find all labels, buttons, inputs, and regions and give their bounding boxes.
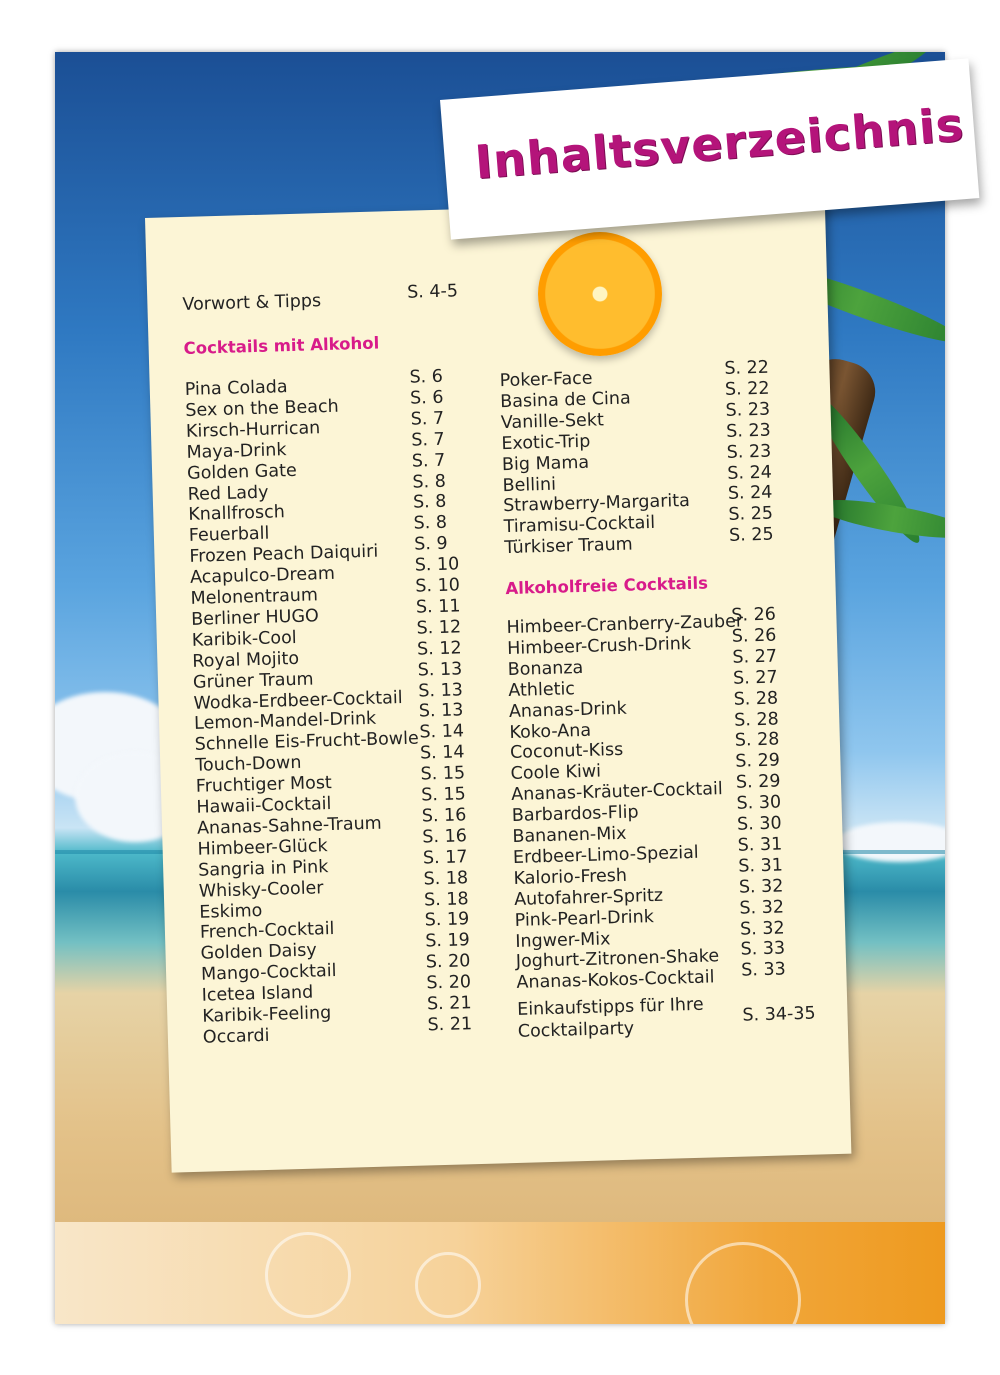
entry-page: S. 8 [412,492,447,514]
entry-title: Eskimo [199,900,263,923]
entry-page: S. 17 [422,846,468,869]
entry-page: S. 32 [739,897,785,919]
entry-page: S. 18 [423,888,469,910]
entry-title: Lemon-Mandel-Drink [193,709,377,735]
entry-title: Berliner HUGO [190,606,320,630]
entry-page: S. 16 [422,826,468,848]
entry-page: S. 19 [425,930,471,952]
entry-title: Knallfrosch [188,502,286,526]
entry-title: Hawaii-Cocktail [196,794,332,818]
entry-page: S. 4-5 [406,281,459,303]
entry-page: S. 6 [409,387,444,409]
entry-page: S. 19 [424,909,470,931]
entry-title: Karibik-Cool [191,627,297,651]
entry-page: S. 7 [411,429,445,451]
entry-page: S. 8 [412,471,447,493]
entry-page: S. 33 [740,959,787,981]
section-heading-non-alcohol: Alkoholfreie Cocktails [505,573,709,599]
entry-title: Sex on the Beach [185,396,339,421]
entry-page: S. 33 [740,938,786,961]
entry-page: S. 15 [420,763,466,785]
entry-page: S. 6 [409,366,444,388]
entry-title: Himbeer-Cranberry-Zauber [506,611,744,639]
entry-page: S. 30 [736,792,782,814]
page-title: Inhaltsverzeichnis [472,97,966,190]
entry-page: S. 26 [731,625,777,647]
entry-page: S. 7 [411,450,446,472]
entry-page: S. 18 [423,867,469,890]
entry-title-line1: Einkaufstipps für Ihre [516,994,704,1020]
entry-title: Barbardos-Flip [511,802,639,827]
entry-title: Golden Gate [186,460,297,484]
entry-title: Maya-Drink [186,439,287,463]
entry-title: Athletic [508,678,576,701]
entry-title: Joghurt-Zitronen-Shake [515,946,720,973]
entry-page: S. 12 [416,617,462,639]
entry-title: Sangria in Pink [197,856,329,881]
entry-title: Strawberry-Margarita [502,491,691,517]
toc-paper [145,199,851,1173]
entry-page: S. 7 [410,408,445,430]
entry-page: S. 23 [725,420,771,442]
entry-title: Vorwort & Tipps [182,291,322,315]
entry-title: Bananen-Mix [512,823,627,847]
entry-page: S. 11 [415,596,461,618]
entry-title: Kirsch-Hurrican [185,417,321,442]
entry-page: S. 22 [724,378,770,400]
entry-page: S. 31 [737,834,783,856]
entry-page: S. 28 [733,709,780,731]
section-heading-alcohol: Cocktails mit Alkohol [183,333,380,358]
entry-title: Red Lady [187,482,269,505]
entry-page: S. 23 [726,441,772,463]
entry-title: Coconut-Kiss [509,740,624,764]
entry-title: Himbeer-Crush-Drink [506,633,692,659]
entry-title: Fruchtiger Most [195,773,333,797]
entry-title: Feuerball [188,523,270,547]
entry-page: S. 13 [417,658,463,681]
entry-page: S. 28 [733,688,779,710]
entry-page: S. 13 [418,679,464,702]
entry-title: Pink-Pearl-Drink [514,906,655,931]
flower-ornament [685,1242,801,1324]
entry-title: French-Cocktail [199,919,335,944]
entry-title-line2: Cocktailparty [517,1018,635,1042]
entry-title: Icetea Island [201,982,314,1006]
entry-title: Exotic-Trip [501,431,591,454]
entry-title: Koko-Ana [509,720,592,743]
entry-page: S. 8 [413,512,448,534]
entry-title: Himbeer-Glück [197,835,328,860]
flower-ornament [415,1252,481,1318]
entry-page: S. 27 [732,646,778,668]
entry-page: S. 13 [418,700,464,722]
entry-page: S. 24 [727,482,773,505]
entry-page: S. 32 [738,876,784,898]
entry-title: Schnelle Eis-Frucht-Bowle [194,728,420,756]
entry-title: Mango-Cocktail [200,961,337,985]
entry-title: Poker-Face [499,368,593,392]
entry-title: Whisky-Cooler [198,877,324,902]
entry-title: Autofahrer-Spritz [513,885,664,910]
entry-title: Türkiser Traum [504,534,633,559]
entry-title: Ananas-Sahne-Traum [196,813,382,839]
entry-page: S. 34-35 [742,1003,816,1026]
entry-title: Tiramisu-Cocktail [503,513,656,538]
entry-page: S. 22 [724,357,770,379]
entry-title: Vanille-Sekt [500,410,605,433]
entry-page: S. 9 [413,533,448,555]
entry-page: S. 21 [426,993,472,1015]
entry-page: S. 24 [727,462,773,484]
entry-title: Melonentraum [190,585,319,609]
entry-title: Coole Kiwi [510,761,602,785]
footer-band [55,1222,945,1324]
entry-title: Basina de Cina [499,388,631,413]
entry-page: S. 29 [735,771,781,793]
entry-page: S. 26 [731,604,777,626]
entry-page: S. 32 [739,917,785,940]
entry-page: S. 25 [728,524,774,546]
entry-page: S. 29 [735,750,781,773]
entry-title: Ingwer-Mix [515,928,611,952]
entry-page: S. 14 [419,721,465,743]
entry-title: Big Mama [501,452,590,475]
entry-title: Bellini [502,474,557,496]
entry-page: S. 21 [427,1014,473,1036]
entry-page: S. 14 [419,742,465,764]
entry-title: Acapulco-Dream [189,563,336,588]
entry-title: Ananas-Kräuter-Cocktail [510,779,723,806]
entry-title: Wodka-Erdbeer-Cocktail [193,687,403,714]
entry-title: Karibik-Feeling [202,1003,332,1027]
entry-title: Frozen Peach Daiquiri [189,541,379,568]
entry-title: Golden Daisy [200,940,318,965]
entry-title: Occardi [202,1025,270,1048]
entry-page: S. 12 [416,638,462,660]
entry-page: S. 10 [415,575,461,597]
entry-page: S. 20 [425,951,471,973]
entry-page: S. 31 [738,855,784,877]
entry-title: Pina Colada [184,377,288,400]
entry-title: Kalorio-Fresh [513,865,628,889]
entry-title: Touch-Down [195,753,302,776]
entry-page: S. 23 [725,399,771,421]
entry-page: S. 16 [421,805,467,827]
entry-title: Grüner Traum [192,669,314,693]
entry-page: S. 20 [426,972,472,994]
entry-title: Royal Mojito [192,648,300,672]
entry-page: S. 15 [420,784,467,806]
entry-page: S. 28 [734,729,780,752]
cloud [835,822,945,862]
entry-page: S. 27 [732,667,778,689]
entry-title: Ananas-Drink [508,698,627,722]
entry-title: Ananas-Kokos-Cocktail [516,967,715,994]
entry-title: Erdbeer-Limo-Spezial [512,842,699,868]
flower-ornament [265,1232,351,1318]
entry-page: S. 30 [736,813,782,835]
entry-title: Bonanza [507,657,584,680]
entry-page: S. 25 [728,503,774,526]
orange-slice-image [538,232,662,356]
entry-page: S. 10 [414,554,460,576]
